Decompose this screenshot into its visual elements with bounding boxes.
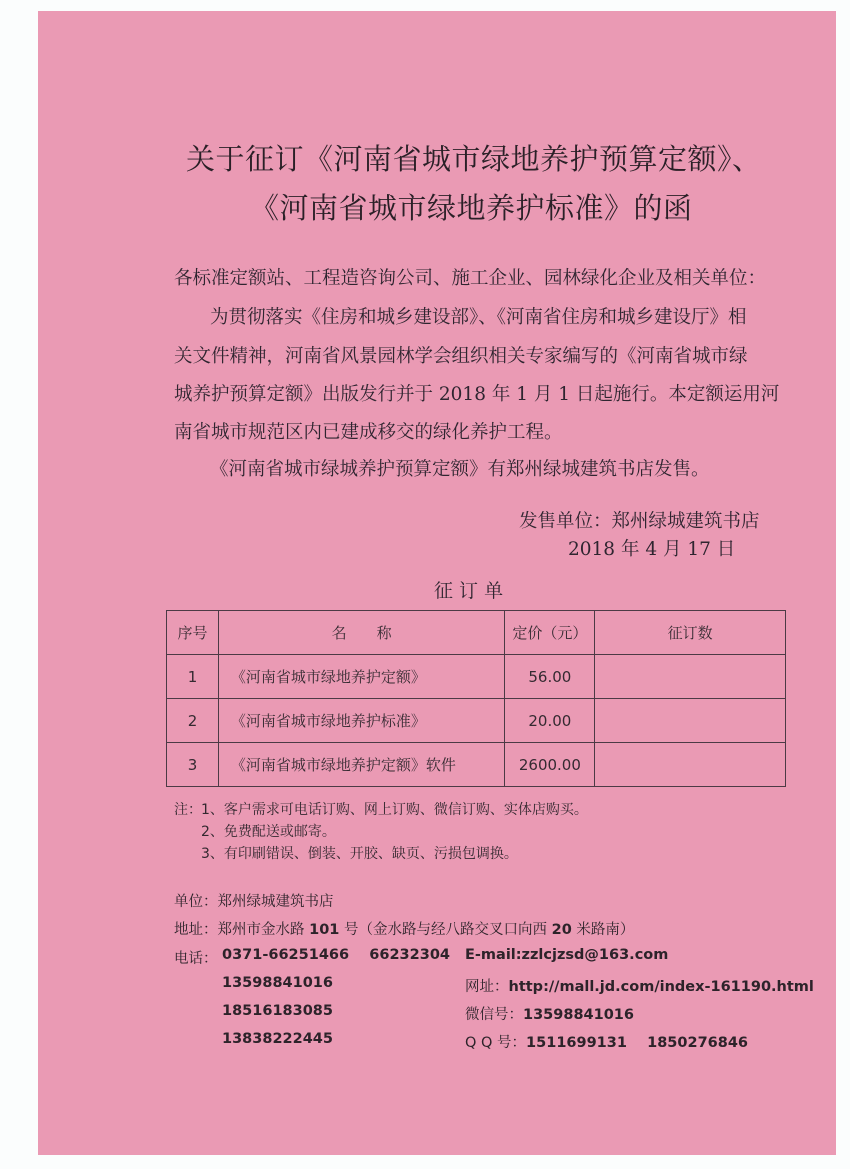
salutation: 各标准定额站、工程造咨询公司、施工企业、园林绿化企业及相关单位： — [174, 268, 767, 289]
paragraph-1-line-1: 为贯彻落实《住房和城乡建设部》、《河南省住房和城乡建设厅》相 — [210, 307, 747, 328]
order-table — [166, 610, 786, 787]
wechat-id: 13598841016 — [523, 1007, 634, 1023]
note-item-3: 3、有印刷错误、倒装、开胶、缺页、污损包调换。 — [201, 846, 518, 862]
qq-label: Q Q 号： — [465, 1035, 527, 1051]
phone-1[interactable]: 0371-66251466 66232304 — [222, 947, 450, 963]
qq-row — [465, 1031, 748, 1052]
address-text: 郑州市金水路 — [217, 922, 310, 938]
notes-label: 注： — [174, 802, 202, 818]
header-name: 名 称 — [218, 611, 504, 655]
address-row — [174, 918, 634, 939]
issuer: 发售单位：郑州绿城建筑书店 — [519, 511, 760, 532]
header-price: 定价（元） — [505, 611, 595, 655]
phone-3[interactable]: 18516183085 — [222, 1003, 333, 1019]
header-quantity: 征订数 — [595, 611, 786, 655]
table-header-row — [167, 611, 786, 655]
address-label: 地址： — [174, 922, 218, 938]
wechat-row — [465, 1003, 634, 1024]
row-name: 《河南省城市绿地养护定额》 — [218, 655, 504, 699]
address-distance: 20 — [551, 922, 572, 938]
unit-label: 单位： — [174, 894, 218, 910]
phone-4[interactable]: 13838222445 — [222, 1031, 333, 1047]
note-item-1: 1、客户需求可电话订购、网上订购、微信订购、实体店购买。 — [201, 802, 588, 818]
address-text: 米路南） — [571, 922, 635, 938]
issue-date: 2018 年 4 月 17 日 — [568, 539, 736, 560]
website-label: 网址： — [465, 979, 509, 995]
row-price: 2600.00 — [505, 743, 595, 787]
row-no: 1 — [167, 655, 219, 699]
title-line-2: 《河南省城市绿地养护标准》的函 — [250, 191, 693, 225]
title-line-1: 关于征订《河南省城市绿地养护预算定额》、 — [186, 142, 762, 176]
row-name: 《河南省城市绿地养护标准》 — [218, 699, 504, 743]
paragraph-1-line-2: 关文件精神，河南省风景园林学会组织相关专家编写的《河南省城市绿 — [174, 346, 748, 367]
phone-label: 电话： — [174, 951, 218, 967]
qq-numbers: 1511699131 1850276846 — [526, 1035, 749, 1051]
table-row — [167, 699, 786, 743]
website-link[interactable]: http://mall.jd.com/index-161190.html — [508, 979, 814, 995]
note-item-2: 2、免费配送或邮寄。 — [201, 824, 336, 840]
address-number: 101 — [309, 922, 340, 938]
row-quantity-field[interactable] — [595, 655, 786, 699]
paragraph-2: 《河南省城市绿城养护预算定额》有郑州绿城建筑书店发售。 — [210, 459, 710, 480]
row-quantity-field[interactable] — [595, 699, 786, 743]
order-form-title: 征 订 单 — [434, 580, 504, 602]
header-no: 序号 — [167, 611, 219, 655]
paragraph-1-line-3: 城养护预算定额》出版发行并于 2018 年 1 月 1 日起施行。本定额运用河 — [174, 384, 780, 405]
row-price: 56.00 — [505, 655, 595, 699]
row-price: 20.00 — [505, 699, 595, 743]
row-name: 《河南省城市绿地养护定额》软件 — [218, 743, 504, 787]
wechat-label: 微信号： — [465, 1007, 523, 1023]
table-row — [167, 743, 786, 787]
row-no: 2 — [167, 699, 219, 743]
email-link[interactable]: E-mail:zzlcjzsd@163.com — [465, 947, 669, 963]
table-row — [167, 655, 786, 699]
row-no: 3 — [167, 743, 219, 787]
phone-2[interactable]: 13598841016 — [222, 975, 333, 991]
address-text: 号（金水路与经八路交叉口向西 — [339, 922, 552, 938]
unit-value: 郑州绿城建筑书店 — [217, 894, 334, 910]
paragraph-1-line-4: 南省城市规范区内已建成移交的绿化养护工程。 — [174, 422, 563, 443]
website-row — [465, 975, 814, 996]
row-quantity-field[interactable] — [595, 743, 786, 787]
unit-row — [174, 890, 334, 911]
